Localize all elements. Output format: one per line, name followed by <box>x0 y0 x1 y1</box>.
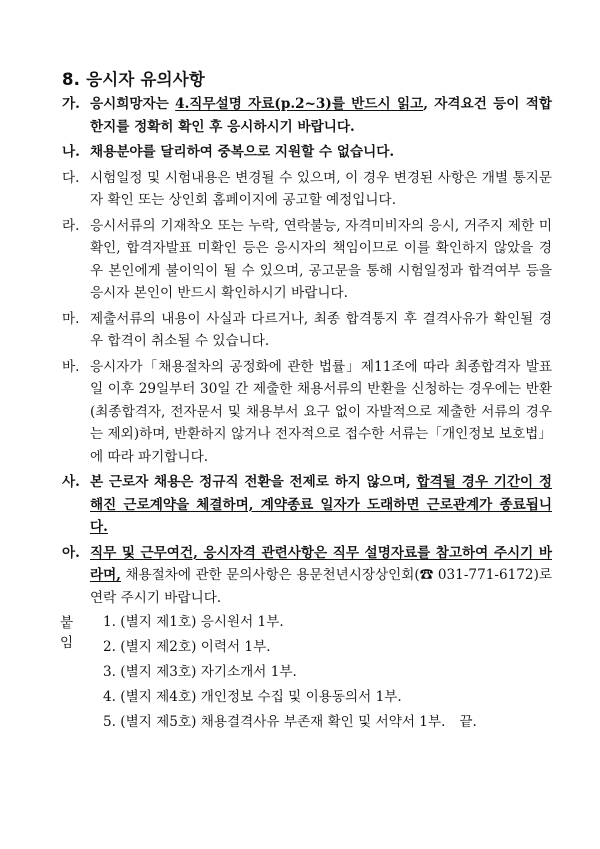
item-marker: 아. <box>62 544 80 561</box>
item-text: , 자격요건 등이 적합한지를 정확히 확인 후 응시하시기 바랍니다. <box>90 96 552 135</box>
attachment-item: 5. (별지 제5호) 채용결격사유 부존재 확인 및 서약서 1부. 끝. <box>103 714 477 730</box>
item-text: 채용절차에 관한 문의사항은 용문천년시장상인회(☎ 031-771-6172)로 연락 주시기 바랍니다. <box>90 567 552 606</box>
notice-item <box>62 167 552 212</box>
item-marker: 라. <box>62 217 80 234</box>
item-text: 직무 및 근무여건, 응시자격 관련사항은 직무 설명자료를 참고하여 주시기 바라며, <box>90 544 552 583</box>
item-text: 응시서류의 기재착오 또는 누락, 연락불능, 자격미비자의 응시, 거주지 제한 미확인, 합격자발표 미확인 등은 응시자의 책임이므로 이를 확인하지 않았을 경우 본인에게 불이익이 될 수 있으며, 공고문을 통해 시험일정과 합격여부 등을 응시자 본인이 반드시 확인하시기 바랍니다. <box>90 217 552 301</box>
item-text: 시험일정 및 시험내용은 변경될 수 있으며, 이 경우 변경된 사항은 개별 통지문자 확인 또는 상인회 홈페이지에 공고할 예정입니다. <box>90 169 552 208</box>
attachments-label: 붙임 <box>60 615 74 651</box>
attachment-item: 2. (별지 제2호) 이력서 1부. <box>103 639 271 655</box>
notice-item <box>62 356 552 469</box>
item-text: 채용분야를 달리하여 중복으로 지원할 수 없습니다. <box>90 144 395 160</box>
item-marker: 나. <box>62 144 80 160</box>
item-text: 응시자가「채용절차의 공정화에 관한 법률」제11조에 따라 최종합격자 발표일 이후 29일부터 30일 간 제출한 채용서류의 반환을 신청하는 경우에는 반환(최종합격자, 전자문서 및 채용부서 요구 없이 자발적으로 제출한 서류의 경우는 제외)하며, 반환하지 않거나 전자적으로 접수한 서류는「개인정보 보호법」에 따라 파기합니다. <box>90 358 552 465</box>
notice-list <box>62 93 552 612</box>
item-marker: 가. <box>62 96 80 112</box>
item-text: 본 근로자 채용은 정규직 전환을 전제로 하지 않으며, <box>90 474 417 490</box>
attachment-item: 4. (별지 제4호) 개인정보 수집 및 이용동의서 1부. <box>103 689 402 705</box>
notice-item <box>62 542 552 610</box>
attachments-list <box>103 611 563 736</box>
item-text: 제출서류의 내용이 사실과 다르거나, 최종 합격통지 후 결격사유가 확인될 경우 합격이 취소될 수 있습니다. <box>90 310 552 349</box>
attachment-item: 3. (별지 제3호) 자기소개서 1부. <box>103 664 297 680</box>
attachment-item: 1. (별지 제1호) 응시원서 1부. <box>103 614 284 630</box>
item-marker: 마. <box>62 310 80 327</box>
notice-item <box>62 93 552 138</box>
item-marker: 사. <box>62 474 80 490</box>
item-text: 4.직무설명 자료(p.2~3)를 반드시 읽고 <box>175 96 424 112</box>
item-marker: 다. <box>62 169 80 186</box>
notice-item <box>62 308 552 353</box>
section-title: 8. 응시자 유의사항 <box>62 70 206 89</box>
notice-item <box>62 471 552 539</box>
item-marker: 바. <box>62 358 80 375</box>
item-text: 응시희망자는 <box>90 96 176 112</box>
item-text: 합격될 경우 기간이 정해진 근로계약을 체결하며, 계약종료 일자가 도래하면 근로관계가 종료됩니다. <box>90 474 552 535</box>
notice-item <box>62 215 552 305</box>
end-mark: 끝. <box>459 714 477 730</box>
notice-item <box>62 141 552 164</box>
